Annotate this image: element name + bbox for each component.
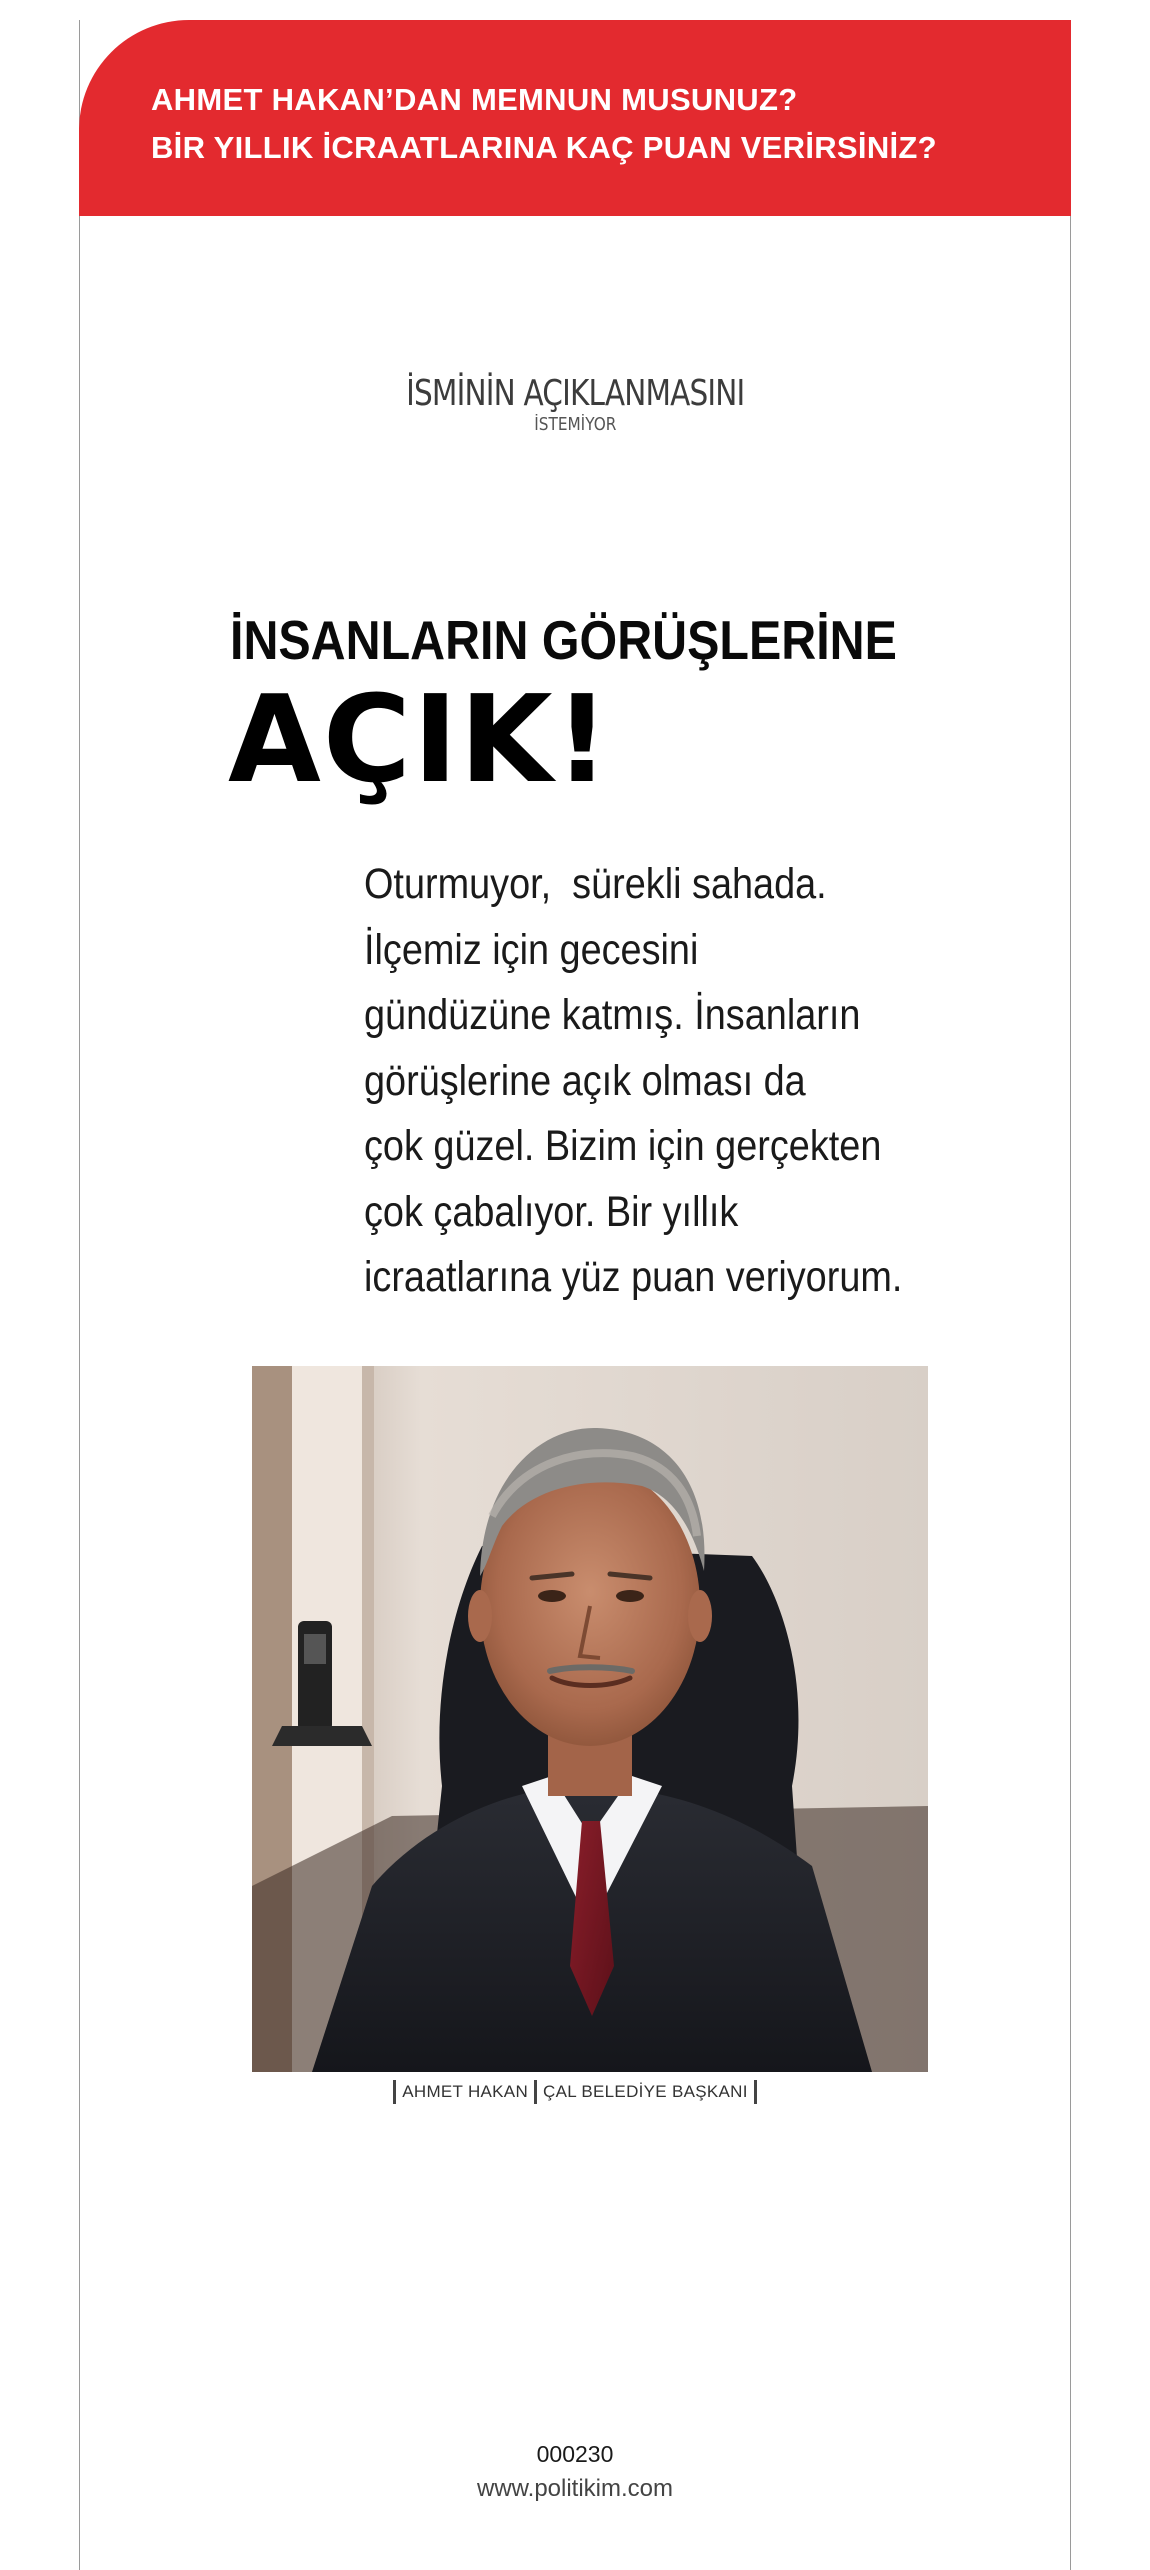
footer-code: 000230 bbox=[536, 2441, 614, 2467]
respondent-label-main: İSMİNİN AÇIKLANMASINI bbox=[405, 373, 745, 414]
caption-name: AHMET HAKAN bbox=[402, 2082, 529, 2101]
quote-line: çok güzel. Bizim için gerçekten bbox=[364, 1122, 882, 1170]
photo-caption bbox=[0, 2080, 1150, 2104]
banner-question-line-1: AHMET HAKAN’DAN MEMNUN MUSUNUZ? bbox=[151, 82, 798, 117]
headline-small: İNSANLARIN GÖRÜŞLERİNE bbox=[230, 609, 897, 671]
quote-line: çok çabalıyor. Bir yıllık bbox=[364, 1187, 739, 1236]
quote-line: gündüzüne katmış. İnsanların bbox=[364, 991, 861, 1039]
headline-big: AÇIK! bbox=[228, 671, 612, 810]
respondent-label bbox=[0, 372, 1150, 436]
quote-line: Oturmuyor, sürekli sahada. bbox=[364, 860, 827, 908]
quote-line: icraatlarına yüz puan veriyorum. bbox=[364, 1253, 903, 1301]
caption-title: ÇAL BELEDİYE BAŞKANI bbox=[543, 2082, 748, 2101]
banner-question-line-2: BİR YILLIK İCRAATLARINA KAÇ PUAN VERİRSİNİZ? bbox=[151, 130, 937, 165]
footer-url: www.politikim.com bbox=[476, 2475, 674, 2502]
survey-question-banner bbox=[79, 20, 1071, 216]
portrait-photo bbox=[252, 1366, 928, 2072]
quote-line: görüşlerine açık olması da bbox=[364, 1056, 806, 1105]
quote-line: İlçemiz için gecesini bbox=[364, 925, 699, 974]
caption-divider bbox=[534, 2080, 537, 2104]
caption-divider bbox=[754, 2080, 757, 2104]
respondent-label-sub: İSTEMİYOR bbox=[533, 414, 617, 435]
quote-text bbox=[364, 852, 927, 1311]
caption-divider bbox=[393, 2080, 396, 2104]
